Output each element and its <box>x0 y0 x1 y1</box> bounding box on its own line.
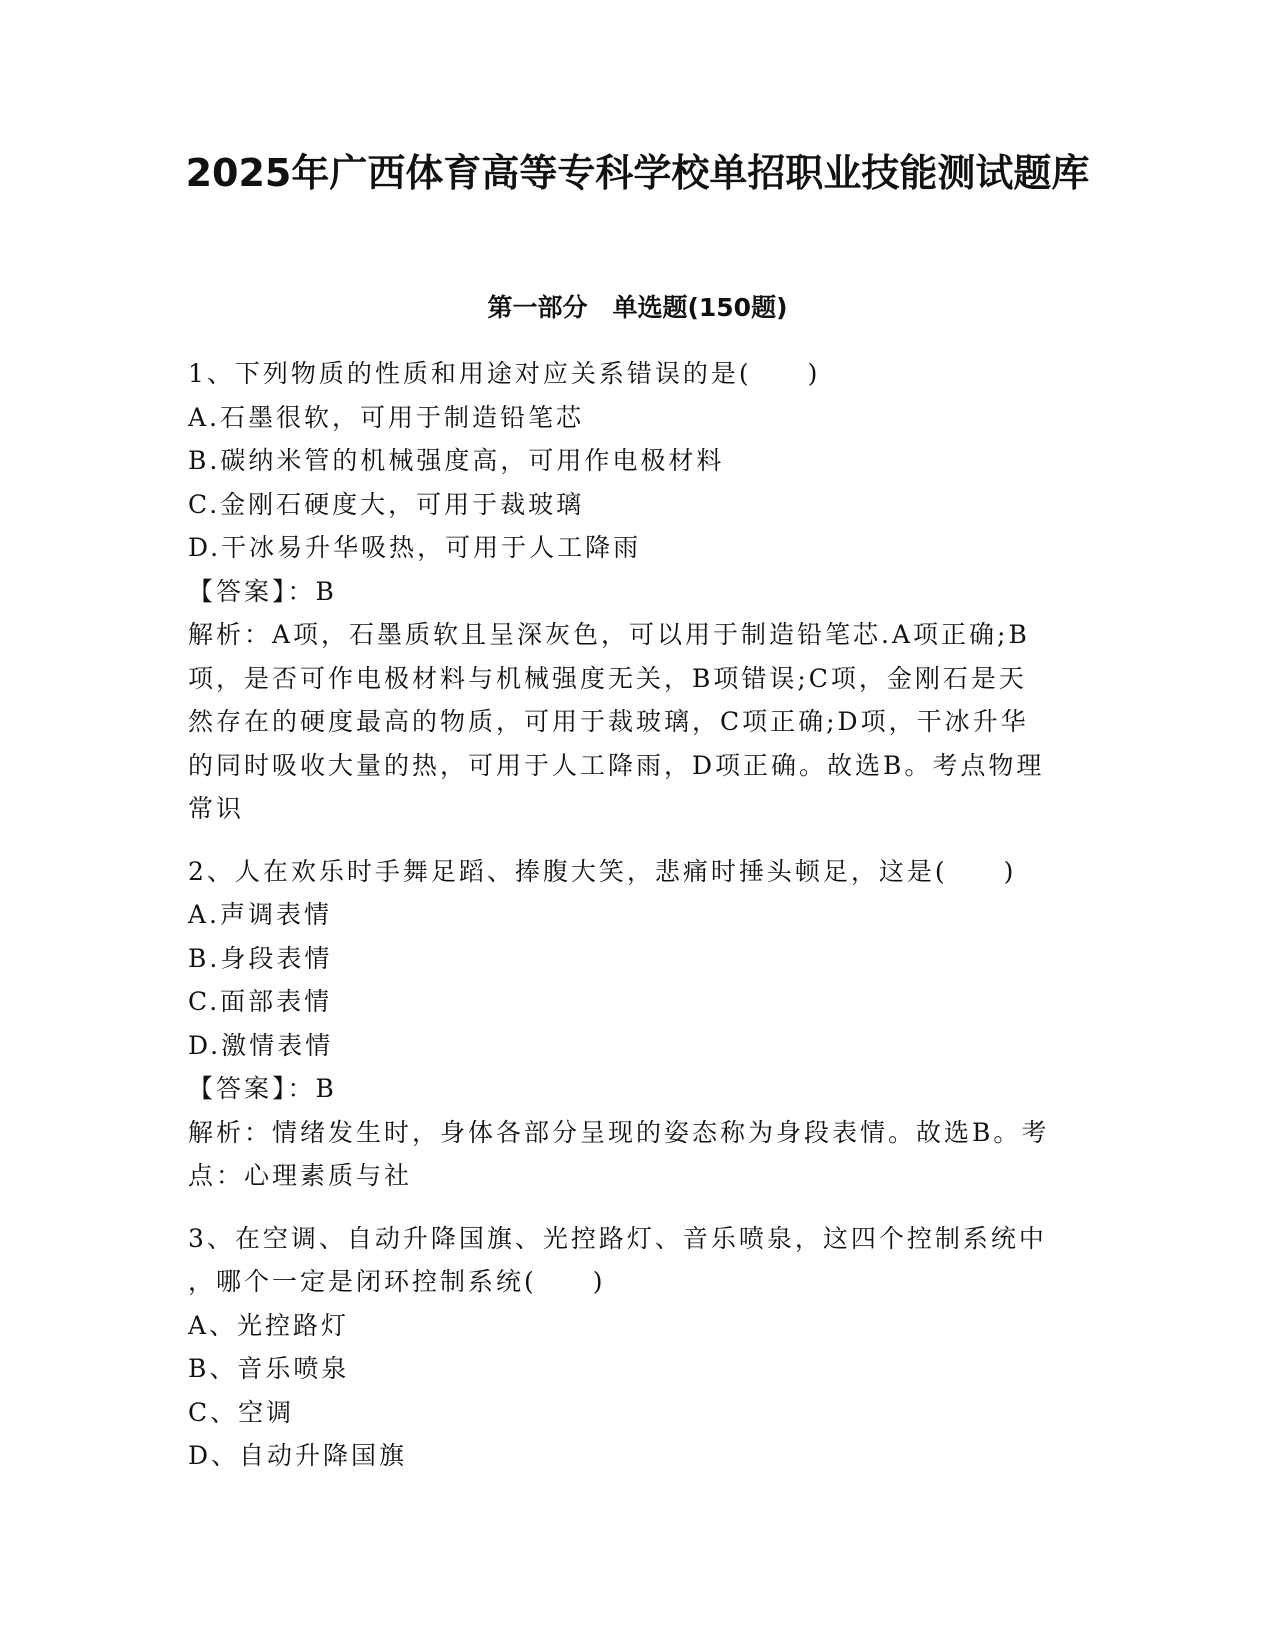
question-stem: 3、在空调、自动升降国旗、光控路灯、音乐喷泉，这四个控制系统中 <box>188 1223 1047 1253</box>
analysis-line: 点：心理素质与社 <box>188 1161 413 1190</box>
analysis-line: 解析：情绪发生时，身体各部分呈现的姿态称为身段表情。故选B。考 <box>188 1117 1050 1147</box>
option-d: D.干冰易升华吸热，可用于人工降雨 <box>188 533 642 562</box>
option-c: C、空调 <box>188 1397 295 1427</box>
option-d: D、自动升降国旗 <box>188 1441 408 1470</box>
option-d: D.激情表情 <box>188 1030 334 1060</box>
answer: 【答案】：B <box>188 1074 337 1103</box>
option-c: C.面部表情 <box>188 987 333 1016</box>
question-list <box>188 352 1088 1497</box>
option-c: C.金刚石硬度大，可用于裁玻璃 <box>188 489 585 519</box>
analysis-line: 解析：A项，石墨质软且呈深灰色，可以用于制造铅笔芯.A项正确;B <box>188 620 1030 649</box>
analysis-line: 然存在的硬度最高的物质，可用于裁玻璃，C项正确;D项，干冰升华 <box>188 707 1029 736</box>
option-b: B.碳纳米管的机械强度高，可用作电极材料 <box>188 446 725 475</box>
option-b: B、音乐喷泉 <box>188 1354 350 1383</box>
option-a: A.声调表情 <box>188 900 333 929</box>
option-a: A、光控路灯 <box>188 1310 350 1340</box>
question-stem: 2、人在欢乐时手舞足蹈、捧腹大笑，悲痛时捶头顿足，这是( ) <box>188 856 1017 886</box>
analysis-line: 的同时吸收大量的热，可用于人工降雨，D项正确。故选B。考点物理 <box>188 750 1045 780</box>
analysis-line: 项，是否可作电极材料与机械强度无关，B项错误;C项，金刚石是天 <box>188 663 1027 693</box>
analysis-line: 常识 <box>188 794 245 823</box>
question-3 <box>188 1217 1088 1478</box>
option-b: B.身段表情 <box>188 943 333 973</box>
question-1 <box>188 352 1088 831</box>
document-title: 2025年广西体育高等专科学校单招职业技能测试题库 <box>185 151 1090 195</box>
option-a: A.石墨很软，可用于制造铅笔芯 <box>188 402 585 432</box>
question-stem: ，哪个一定是闭环控制系统( ) <box>188 1267 606 1296</box>
question-2 <box>188 850 1088 1198</box>
answer: 【答案】：B <box>188 576 337 606</box>
section-title: 第一部分 单选题(150题) <box>487 293 788 322</box>
question-stem: 1、下列物质的性质和用途对应关系错误的是( ) <box>188 359 821 388</box>
